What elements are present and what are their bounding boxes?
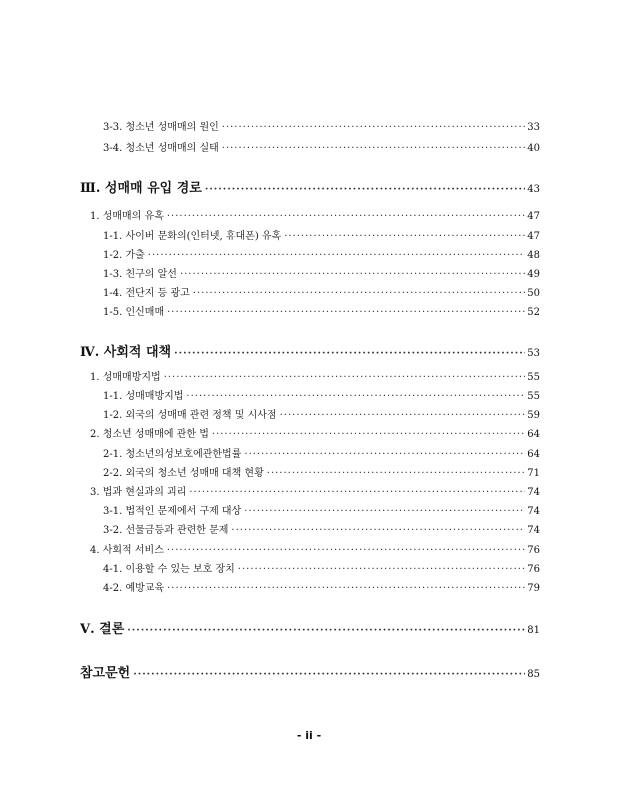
toc-entry-page: 48 xyxy=(527,250,540,261)
toc-chapter xyxy=(80,177,540,196)
toc-entry-label: 1-1. 성매매방지법 xyxy=(103,391,184,402)
toc-entry xyxy=(103,521,540,536)
toc-leader-dots xyxy=(193,288,525,299)
toc-entry-label: 1-5. 인신매매 xyxy=(103,307,165,318)
toc-entry xyxy=(103,303,540,318)
toc-entry-label: 3-1. 법적인 문제에서 구제 대상 xyxy=(103,506,242,517)
toc-leader-dots xyxy=(167,211,525,222)
toc-leader-dots xyxy=(231,525,525,536)
toc-leader-dots xyxy=(148,250,525,261)
toc-entry-page: 81 xyxy=(527,625,540,636)
toc-entry-page: 43 xyxy=(527,184,540,195)
toc-entry-label: 2. 청소년 성매매에 관한 법 xyxy=(90,429,209,440)
toc-entry xyxy=(103,560,540,575)
toc-entry-page: 55 xyxy=(527,391,540,402)
toc-entry xyxy=(103,118,540,133)
toc-leader-dots xyxy=(244,449,525,460)
toc-leader-dots xyxy=(186,391,525,402)
toc-entry-label: Ⅴ. 결론 xyxy=(80,622,125,637)
toc-entry-label: 참고문헌 xyxy=(80,666,131,681)
toc-entry-label: 2-1. 청소년의성보호에관한법률 xyxy=(103,449,242,460)
toc-leader-dots xyxy=(212,429,525,440)
toc-entry xyxy=(103,579,540,594)
toc-leader-dots xyxy=(189,487,525,498)
toc-entry-page: 64 xyxy=(527,429,540,440)
toc-leader-dots xyxy=(267,468,526,479)
toc-entry xyxy=(103,284,540,299)
toc-leader-dots xyxy=(280,410,526,421)
toc-leader-dots xyxy=(167,583,525,594)
toc-entry-label: 1-2. 외국의 성매매 관련 정책 및 시사점 xyxy=(103,410,277,421)
toc-entry-page: 74 xyxy=(527,506,540,517)
toc-leader-dots xyxy=(222,143,526,154)
toc-leader-dots xyxy=(167,307,525,318)
toc-entry-label: Ⅳ. 사회적 대책 xyxy=(80,345,172,360)
toc-entry xyxy=(103,445,540,460)
toc-entry xyxy=(103,502,540,517)
toc-entry-page: 64 xyxy=(527,449,540,460)
toc-entry-page: 71 xyxy=(527,468,540,479)
toc-entry-page: 74 xyxy=(527,525,540,536)
toc-entry-label: 1-3. 친구의 알선 xyxy=(103,269,177,280)
toc-leader-dots xyxy=(133,669,525,680)
toc-entry-label: 4. 사회적 서비스 xyxy=(90,545,164,556)
toc-entry-label: 1-4. 전단지 등 광고 xyxy=(103,288,190,299)
toc-entry-page: 59 xyxy=(527,410,540,421)
toc-entry-page: 33 xyxy=(527,122,540,133)
toc-entry xyxy=(103,406,540,421)
toc-entry xyxy=(103,246,540,261)
toc-entry-page: 49 xyxy=(527,269,540,280)
toc-entry-label: 1-2. 가출 xyxy=(103,250,145,261)
toc-entry xyxy=(103,387,540,402)
toc-entry-page: 74 xyxy=(527,487,540,498)
page-number: - ii - xyxy=(296,729,322,742)
toc-leader-dots xyxy=(205,184,525,195)
toc-leader-dots xyxy=(284,231,525,242)
toc-section xyxy=(90,368,540,383)
toc-entry-label: 1-1. 사이버 문화의(인터넷, 휴대폰) 유혹 xyxy=(103,231,282,242)
toc-leader-dots xyxy=(180,269,525,280)
toc-entry-page: 52 xyxy=(527,307,540,318)
toc-chapter xyxy=(80,662,540,681)
toc-section xyxy=(90,207,540,222)
toc-entry-page: 79 xyxy=(527,583,540,594)
toc-leader-dots xyxy=(167,545,525,556)
toc-entry-page: 53 xyxy=(527,348,540,359)
toc-entry-label: 2-2. 외국의 청소년 성매매 대책 현황 xyxy=(103,468,264,479)
toc-entry-label: 4-1. 이용할 수 있는 보호 장치 xyxy=(103,564,235,575)
toc-entry-label: Ⅲ. 성매매 유입 경로 xyxy=(80,181,202,196)
toc-entry-label: 1. 성매매의 유혹 xyxy=(90,211,164,222)
toc-entry xyxy=(103,265,540,280)
toc-entry-label: 3-4. 청소년 성매매의 실태 xyxy=(103,143,219,154)
toc-section xyxy=(90,425,540,440)
toc-entry-page: 55 xyxy=(527,372,540,383)
toc-entry-page: 40 xyxy=(527,143,540,154)
toc-entry-page: 76 xyxy=(527,545,540,556)
toc-chapter xyxy=(80,341,540,360)
toc-entry xyxy=(103,464,540,479)
toc-entry-page: 47 xyxy=(527,211,540,222)
toc-section xyxy=(90,541,540,556)
toc-entry-page: 85 xyxy=(527,669,540,680)
toc-section xyxy=(90,483,540,498)
toc-leader-dots xyxy=(238,564,525,575)
toc-entry xyxy=(103,227,540,242)
toc-entry-label: 3-3. 청소년 성매매의 원인 xyxy=(103,122,219,133)
toc-leader-dots xyxy=(174,348,525,359)
toc-leader-dots xyxy=(222,122,526,133)
toc-leader-dots xyxy=(244,506,525,517)
toc-chapter xyxy=(80,618,540,637)
toc-entry-page: 76 xyxy=(527,564,540,575)
toc-entry xyxy=(103,139,540,154)
toc-entry-label: 3. 법과 현실과의 괴리 xyxy=(90,487,187,498)
toc-leader-dots xyxy=(127,625,525,636)
toc-leader-dots xyxy=(164,372,526,383)
toc-entry-page: 47 xyxy=(527,231,540,242)
toc-entry-page: 50 xyxy=(527,288,540,299)
toc-entry-label: 4-2. 예방교육 xyxy=(103,583,165,594)
toc-entry-label: 1. 성매매방지법 xyxy=(90,372,161,383)
toc-entry-label: 3-2. 선물금등과 관련한 문제 xyxy=(103,525,229,536)
